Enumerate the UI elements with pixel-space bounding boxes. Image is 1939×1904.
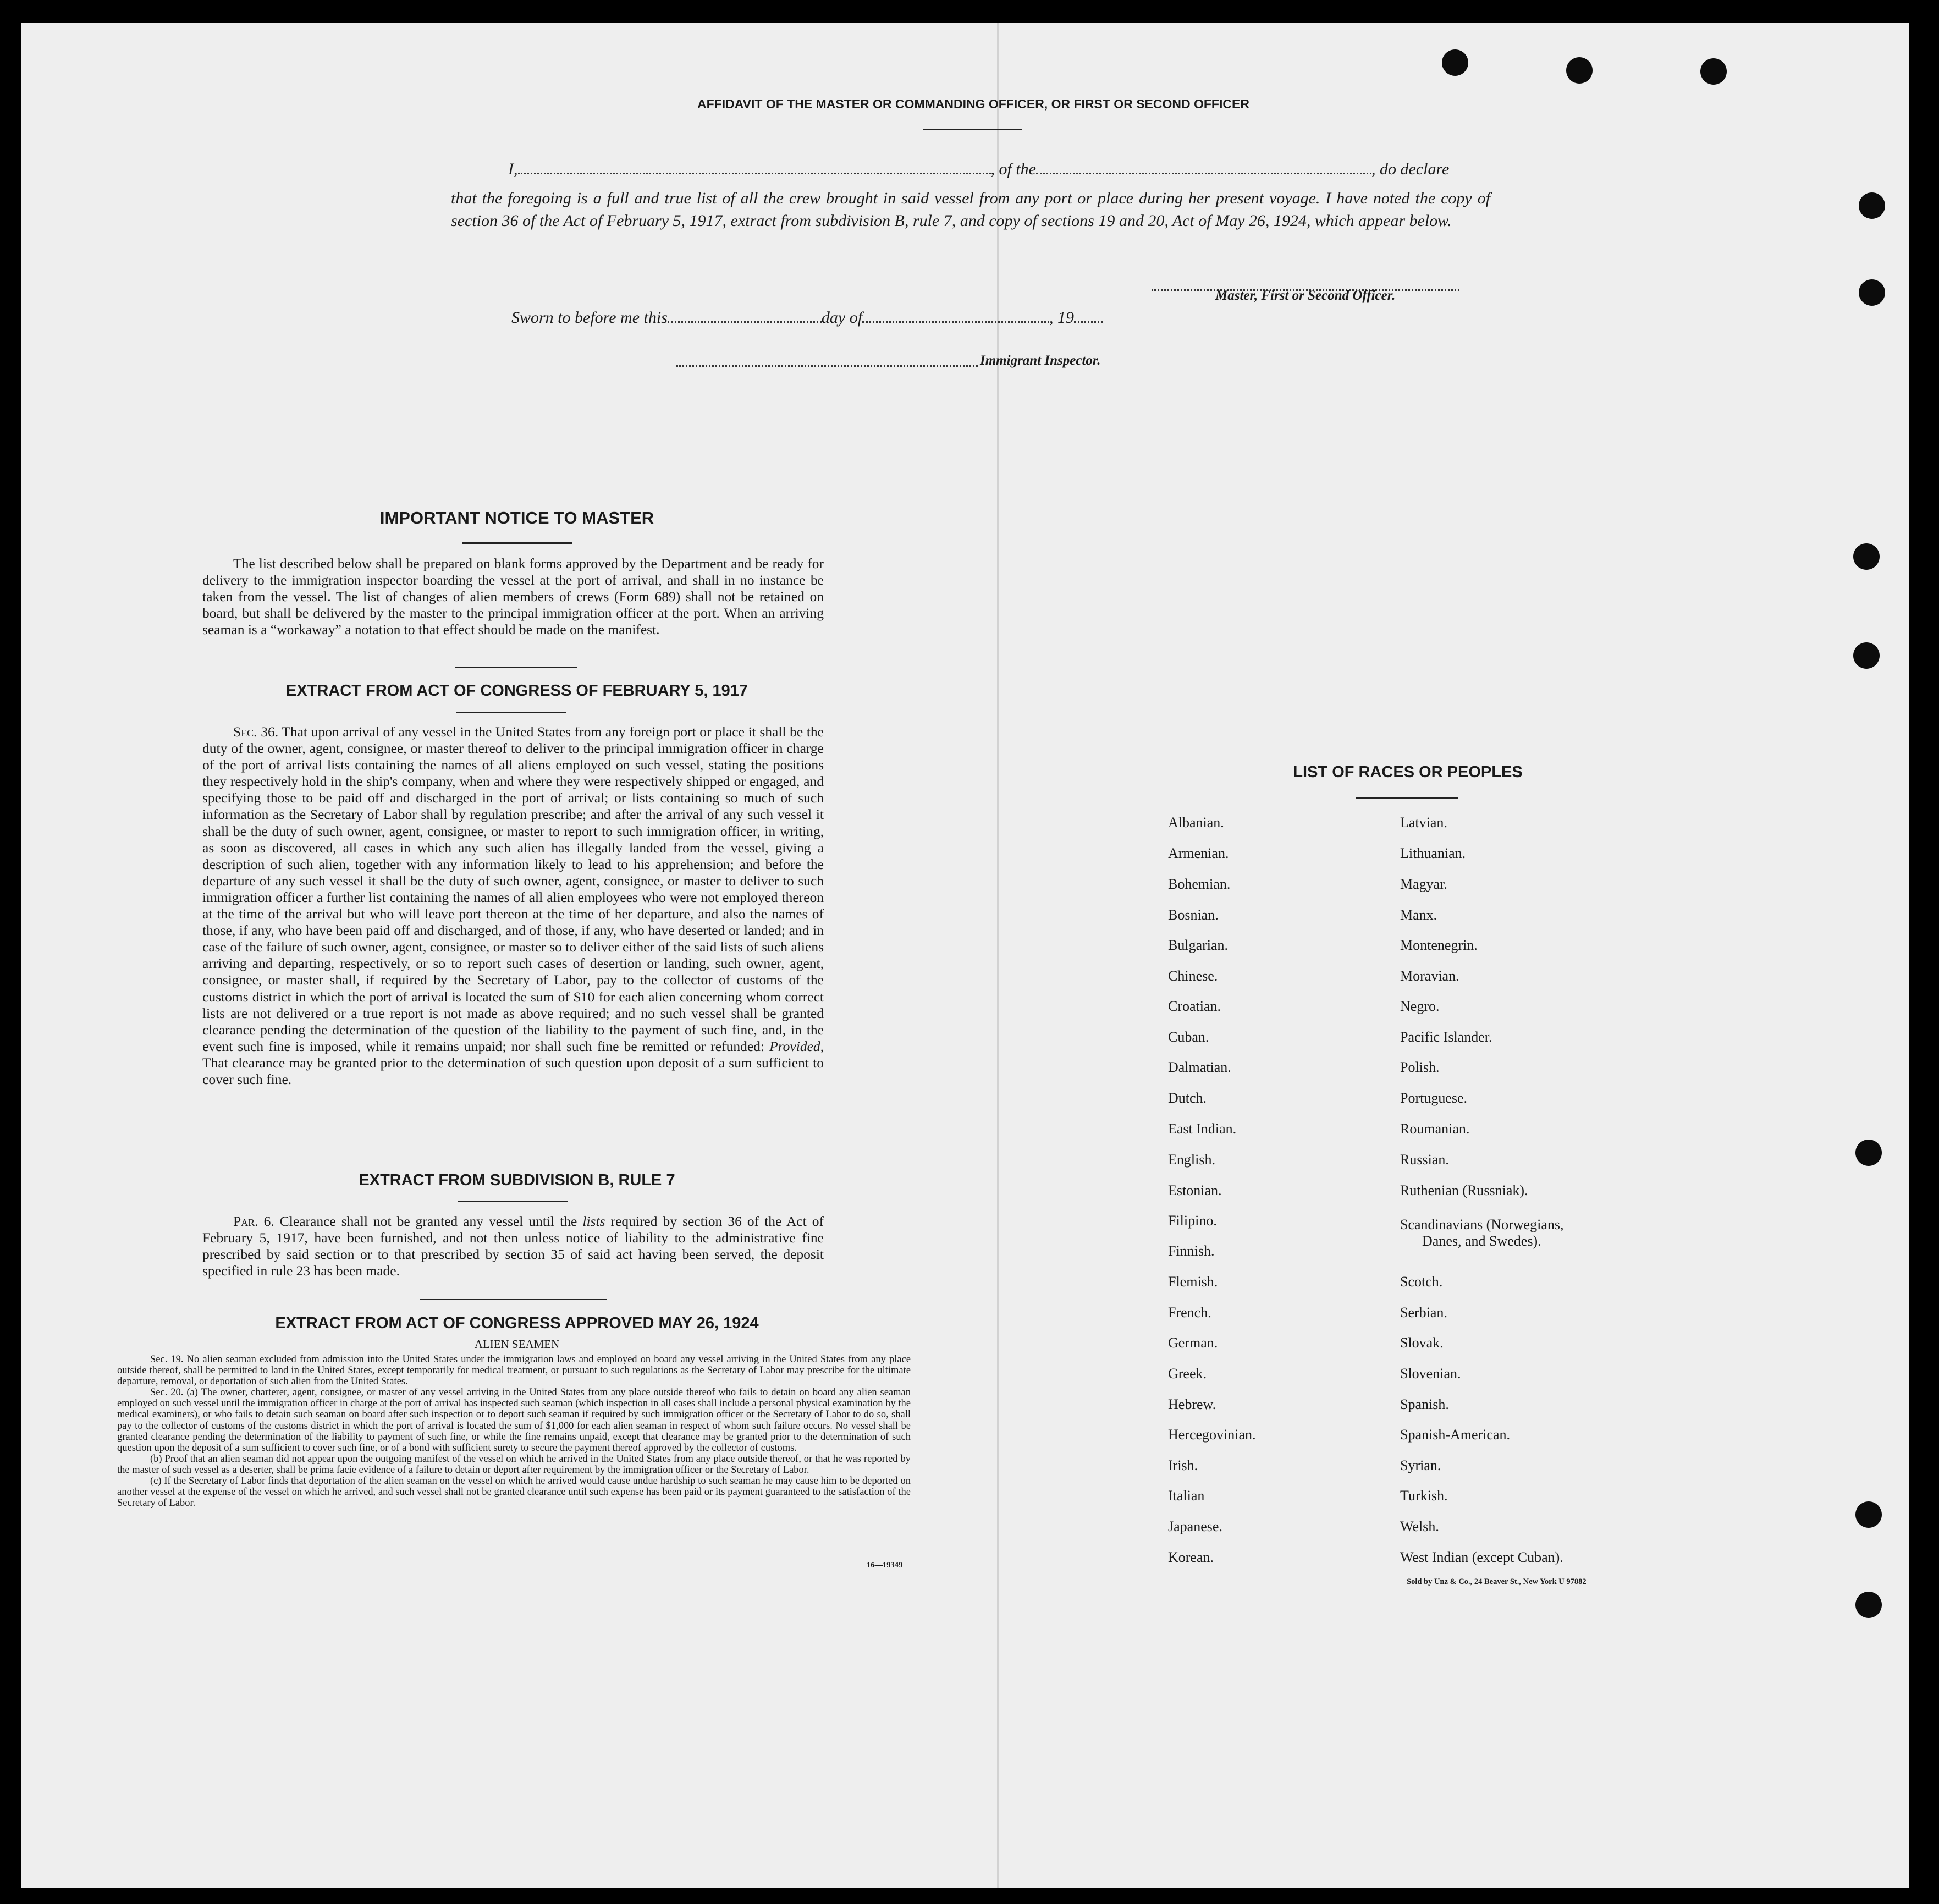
punch-hole xyxy=(1859,279,1885,306)
declarant-line xyxy=(508,159,1449,179)
race-item: Bohemian. xyxy=(1168,876,1231,892)
race-item: Spanish. xyxy=(1400,1396,1449,1412)
alien-seamen-subtitle: ALIEN SEAMEN xyxy=(474,1338,560,1351)
form-number: 16—19349 xyxy=(867,1561,903,1570)
race-item: West Indian (except Cuban). xyxy=(1400,1549,1563,1565)
race-item: Dutch. xyxy=(1168,1090,1207,1106)
race-item: Albanian. xyxy=(1168,815,1224,830)
race-item: Lithuanian. xyxy=(1400,845,1466,861)
punch-hole xyxy=(1855,1501,1882,1528)
notice-rule xyxy=(462,542,572,544)
sworn-month-blank[interactable] xyxy=(862,308,1049,323)
race-item: Pacific Islander. xyxy=(1400,1029,1492,1045)
race-item: French. xyxy=(1168,1305,1211,1320)
rule-7-title: EXTRACT FROM SUBDIVISION B, RULE 7 xyxy=(359,1171,675,1189)
notice-text: The list described below shall be prepared on blank forms approved by the Department and be ready for delivery to the immigration inspector boarding the vessel at the port of arrival, and shall in no instance be taken from the vessel. The list of changes of alien members of crews (Form 689) shall not be retained on board, but shall be delivered by the master to the principal immigration officer at the port. When an arriving seaman is a “workaway” a notation to that effect should be made on the manifest. xyxy=(202,555,824,638)
day-of-label: day of xyxy=(821,309,863,327)
race-item: Scotch. xyxy=(1400,1274,1443,1290)
race-item: Cuban. xyxy=(1168,1029,1209,1045)
race-item: Dalmatian. xyxy=(1168,1059,1231,1075)
notice-body xyxy=(202,555,824,638)
race-item: Bosnian. xyxy=(1168,907,1219,923)
race-item: Magyar. xyxy=(1400,876,1447,892)
race-item: Welsh. xyxy=(1400,1518,1439,1534)
race-item: Slovak. xyxy=(1400,1335,1444,1351)
race-item: Polish. xyxy=(1400,1059,1440,1075)
race-item: Ruthenian (Russniak). xyxy=(1400,1182,1528,1198)
race-item: Moravian. xyxy=(1400,968,1459,984)
race-item: Turkish. xyxy=(1400,1488,1448,1504)
inspector-signature-blank[interactable] xyxy=(676,352,978,367)
extract-1917-title: EXTRACT FROM ACT OF CONGRESS OF FEBRUARY 5, 1917 xyxy=(285,682,748,700)
punch-hole xyxy=(1700,58,1727,85)
sections-19-20 xyxy=(117,1354,911,1509)
race-item: Filipino. xyxy=(1168,1213,1217,1229)
race-item: Slovenian. xyxy=(1400,1366,1461,1382)
sworn-year-blank[interactable] xyxy=(1074,308,1103,323)
punch-hole xyxy=(1853,543,1880,570)
race-item: Spanish-American. xyxy=(1400,1427,1511,1443)
year-prefix: , 19 xyxy=(1049,309,1075,327)
sec-20c-text: (c) If the Secretary of Labor finds that deportation of the alien seaman on the vessel on which he arrived would cause undue hardship to such seaman he may cause him to be deported on another vessel at the expense of the vessel on which he arrived, and such vessel shall not be granted clearance until such expense has been paid or its payment guaranteed to the satisfaction of the Secretary of Labor. xyxy=(117,1476,911,1509)
sec-36-text: That upon arrival of any vessel in the United States from any foreign port or place it shall be the duty of the owner, agent, consignee, or master thereof to deliver to the principal immigration officer in charge of the port of arrival lists containing the names of all aliens employed on such vessel, stating the positions they respectively hold in the ship's company, when and where they were respectively shipped or engaged, and specifying those to be paid off and discharged in the port of arrival; or lists containing so much of such information as the Secretary of Labor shall by regulation prescribe; and after the arrival of any such vessel it shall be the duty of such owner, agent, consignee, or master to report to such immigration officer, in writing, as soon as discovered, all cases in which any such alien has illegally landed from the vessel, giving a description of such alien, together with any information likely to lead to his apprehension; and before the departure of any such vessel it shall be the duty of such owner, agent, consignee, or master to deliver to such immigration officer a further list containing the names of all alien employees who were not employed thereon at the time of the arrival but who will leave port thereon at the time of her departure, and also the names of those, if any, who have been paid off and discharged, and of those, if any, who have deserted or landed; and in case of the failure of such owner, agent, consignee, or master so to deliver either of the said lists of such aliens arriving and departing, respectively, or so to report such cases of desertion or landing, such owner, agent, consignee, or master shall, if required by the Secretary of Labor, pay to the collector of customs of the customs district in which the port of arrival is located the sum of $10 for each alien concerning whom correct lists are not delivered or a true report is not made as above required; and no such vessel shall be granted clearance pending the determination of the question of the liability to the payment of such fine, and, in the event such fine is imposed, while it remains unpaid; nor shall such fine be remitted or refunded: xyxy=(202,724,824,1054)
race-item: German. xyxy=(1168,1335,1218,1351)
race-item: Chinese. xyxy=(1168,968,1218,984)
race-item: Irish. xyxy=(1168,1457,1198,1473)
sworn-prefix: Sworn to before me this xyxy=(511,309,668,327)
i-label: I, xyxy=(508,160,518,178)
inspector-signature-label: Immigrant Inspector. xyxy=(980,353,1101,368)
race-item: Latvian. xyxy=(1400,815,1447,830)
race-item: English. xyxy=(1168,1152,1215,1168)
race-item: Armenian. xyxy=(1168,845,1229,861)
punch-hole xyxy=(1566,57,1593,84)
race-item: Korean. xyxy=(1168,1549,1214,1565)
page-fold xyxy=(997,23,999,1888)
punch-hole xyxy=(1853,642,1880,669)
of-the-label: , of the xyxy=(990,160,1036,178)
race-item: Danes, and Swedes). xyxy=(1422,1233,1541,1249)
sec-36-body xyxy=(202,724,824,1088)
rule-7-rule xyxy=(458,1201,568,1202)
par-6-text: Clearance shall not be granted any vessel until the xyxy=(279,1213,577,1229)
par-6-text-end: required by section 36 of the Act of February 5, 1917, have been furnished, and not then unless notice of liability to the administrative fine prescribed by said section or to that prescribed by section 35 of said act having been served, the deposit specified in rule 23 has been made. xyxy=(202,1213,824,1279)
race-item: Hercegovinian. xyxy=(1168,1427,1256,1443)
races-rule xyxy=(1356,797,1458,799)
par-6-body xyxy=(202,1213,824,1279)
provided-word: Provided, xyxy=(769,1038,824,1054)
name-blank[interactable] xyxy=(518,159,991,174)
sec-19-text: Sec. 19. No alien seaman excluded from admission into the United States under the immigration laws and employed on board any vessel arriving in the United States from any place outside thereof, shall be permitted to land in the United States, except temporarily for medical treatment, or pursuant to such regulations as the Secretary of Labor may prescribe for the ultimate departure, removal, or deportation of such alien from the United States. xyxy=(117,1354,911,1388)
declaration-text: that the foregoing is a full and true list of all the crew brought in said vessel from any port or place during her present voyage. I have noted the copy of section 36 of the Act of February 5, 1917, extract from subdivision B, rule 7, and copy of sections 19 and 20, Act of May 26, 1924, which appear below. xyxy=(451,189,1490,230)
sec-36-text-end: That clearance may be granted prior to the determination of such question upon deposit of a sum sufficient to cover such fine. xyxy=(202,1054,824,1087)
race-item: Syrian. xyxy=(1400,1457,1441,1473)
sec-20b-text: (b) Proof that an alien seaman did not appear upon the outgoing manifest of the vessel on which he arrived in the United States from any place outside thereof, or that he was reported by the master of such vessel as a deserter, shall be prima facie evidence of a failure to detain or deport after requirement by the immigration officer or the Secretary of Labor. xyxy=(117,1453,911,1476)
race-item: Flemish. xyxy=(1168,1274,1218,1290)
race-item: Negro. xyxy=(1400,998,1440,1014)
extract-1924-title: EXTRACT FROM ACT OF CONGRESS APPROVED MAY 26, 1924 xyxy=(275,1314,759,1332)
race-item: Serbian. xyxy=(1400,1305,1447,1320)
sec-20a-text: Sec. 20. (a) The owner, charterer, agent, consignee, or master of any vessel arriving in the United States from any place outside thereof who fails to detain on board any alien seaman employed on such vessel until the immigration officer in charge at the port of arrival has inspected such seaman (which inspection in all cases shall include a personal physical examination by the medical examiners), or who fails to detain such seaman on board after such inspection or to deport such seaman if required by such immigration officer or the Secretary of Labor to do so, shall pay to the collector of customs of the customs district in which the port of arrival is located the sum of $1,000 for each alien seaman in respect of whom such failure occurs. No vessel shall be granted clearance pending the determination of the liability to payment of such fine, or while the fine remains unpaid, except that clearance may be granted prior to the determination of such question upon the deposit of a sum sufficient to cover such fine, or of a bond with sufficient surety to secure the payment thereof approved by the collector of customs. xyxy=(117,1387,911,1454)
section-rule xyxy=(420,1299,607,1300)
race-item: Japanese. xyxy=(1168,1518,1222,1534)
extract-1917-rule xyxy=(456,712,566,713)
master-signature-label: Master, First or Second Officer. xyxy=(1215,288,1396,303)
race-item: Scandinavians (Norwegians, xyxy=(1400,1217,1564,1232)
par-6-label: Par. 6. xyxy=(233,1213,274,1229)
race-item: Croatian. xyxy=(1168,998,1221,1014)
do-declare-label: , do declare xyxy=(1371,160,1450,178)
notice-title: IMPORTANT NOTICE TO MASTER xyxy=(379,508,654,527)
sworn-line xyxy=(511,308,1103,327)
race-item: Hebrew. xyxy=(1168,1396,1216,1412)
sworn-day-blank[interactable] xyxy=(668,308,822,323)
vessel-blank[interactable] xyxy=(1036,159,1371,174)
race-item: Montenegrin. xyxy=(1400,937,1478,953)
affidavit-title: AFFIDAVIT OF THE MASTER OR COMMANDING OFFICER, OR FIRST OR SECOND OFFICER xyxy=(697,97,1249,111)
printer-imprint: Sold by Unz & Co., 24 Beaver St., New York U 97882 xyxy=(1407,1577,1587,1586)
race-item: Italian xyxy=(1168,1488,1205,1504)
punch-hole xyxy=(1855,1592,1882,1618)
race-item: Russian. xyxy=(1400,1152,1449,1168)
title-rule xyxy=(923,129,1022,130)
race-item: Finnish. xyxy=(1168,1243,1215,1259)
race-item: Estonian. xyxy=(1168,1182,1222,1198)
race-item: Portuguese. xyxy=(1400,1090,1468,1106)
section-rule xyxy=(455,667,577,668)
race-item: Bulgarian. xyxy=(1168,937,1229,953)
sec-36-label: Sec. 36. xyxy=(233,724,279,740)
race-item: East Indian. xyxy=(1168,1121,1237,1137)
lists-word: lists xyxy=(582,1213,605,1229)
punch-hole xyxy=(1442,49,1468,76)
race-item: Roumanian. xyxy=(1400,1121,1470,1137)
race-item: Greek. xyxy=(1168,1366,1207,1382)
races-title: LIST OF RACES OR PEOPLES xyxy=(1293,763,1523,781)
race-item: Manx. xyxy=(1400,907,1437,923)
punch-hole xyxy=(1855,1140,1882,1166)
punch-hole xyxy=(1859,192,1885,219)
